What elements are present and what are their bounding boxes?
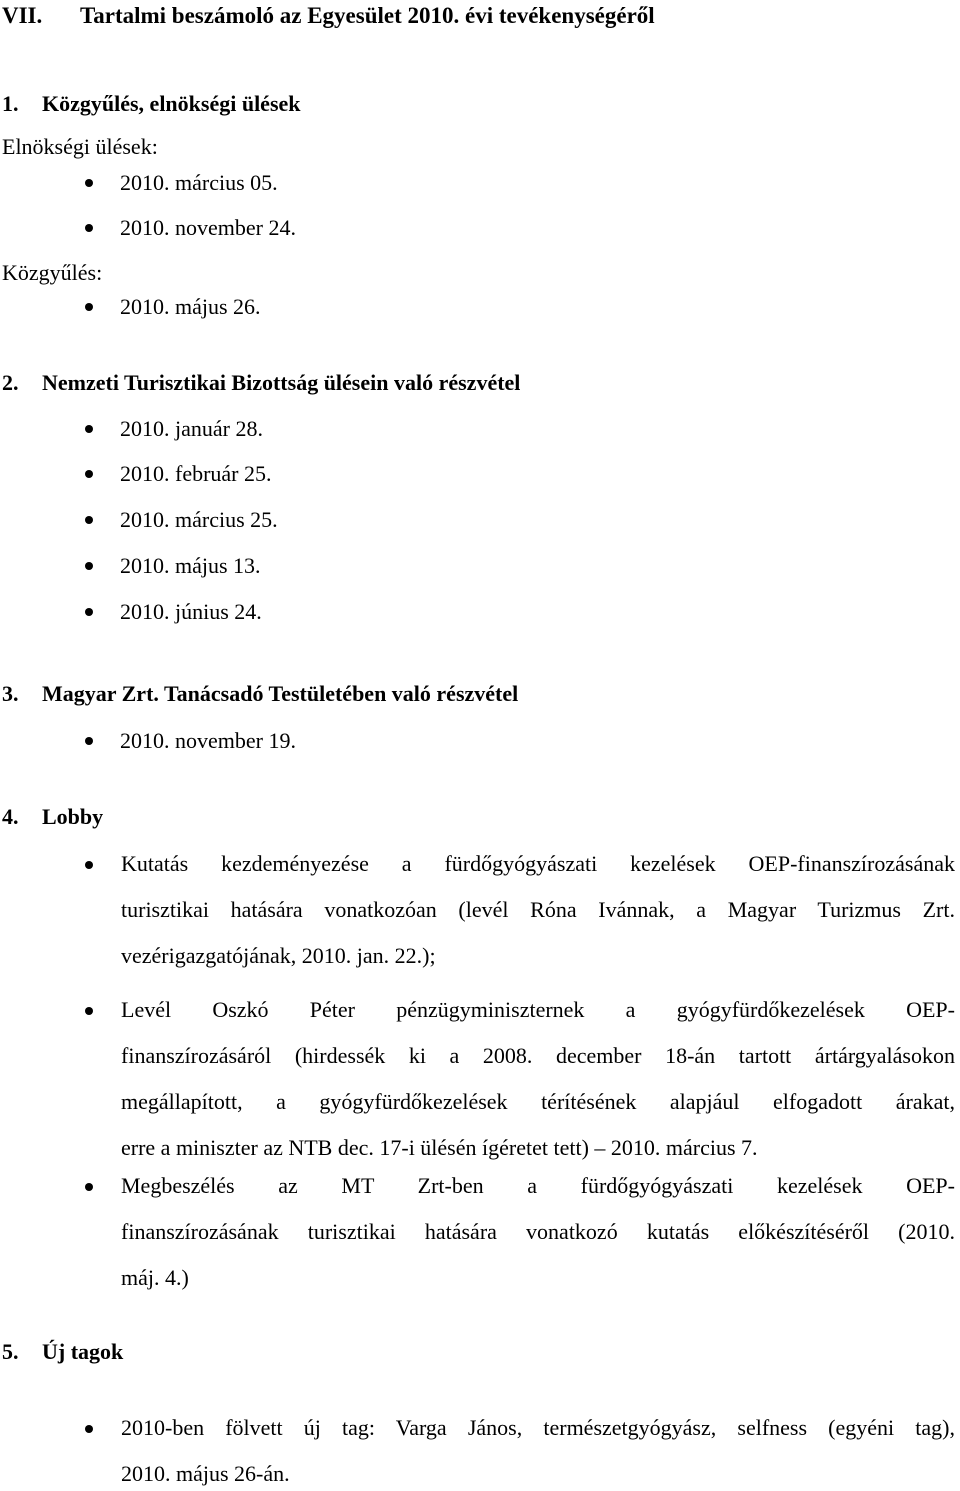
- paragraph-line: Levél Oszkó Péter pénzügyminiszternek a gyógyfürdőkezelések OEP-: [121, 997, 955, 1022]
- bullet-icon: [85, 737, 93, 745]
- list-item: 2010. február 25.: [120, 461, 272, 486]
- board-meetings-label: Elnökségi ülések:: [2, 134, 158, 159]
- s1-number: 1.: [2, 91, 19, 116]
- s1-title: Közgyűlés, elnökségi ülések: [42, 91, 301, 116]
- bullet-icon: [85, 1007, 93, 1015]
- bullet-icon: [85, 425, 93, 433]
- paragraph-line: 2010. május 26-án.: [121, 1461, 290, 1486]
- section-number: VII.: [2, 3, 43, 28]
- s3-title: Magyar Zrt. Tanácsadó Testületében való részvétel: [42, 681, 519, 706]
- section-title: Tartalmi beszámoló az Egyesület 2010. évi tevékenységéről: [80, 3, 655, 28]
- list-item: 2010. május 13.: [120, 553, 261, 578]
- paragraph-line: finanszírozásának turisztikai hatására vonatkozó kutatás előkészítéséről (2010.: [121, 1219, 955, 1244]
- s5-title: Új tagok: [42, 1339, 124, 1364]
- assembly-label: Közgyűlés:: [2, 260, 103, 285]
- s4-number: 4.: [2, 804, 19, 829]
- bullet-icon: [85, 516, 93, 524]
- bullet-icon: [85, 1425, 93, 1433]
- list-item: 2010. március 25.: [120, 507, 278, 532]
- paragraph-line: megállapított, a gyógyfürdőkezelések térítésének alapjául elfogadott árakat,: [121, 1089, 955, 1114]
- bullet-icon: [85, 1183, 93, 1191]
- paragraph-line: máj. 4.): [121, 1265, 189, 1290]
- s4-title: Lobby: [42, 804, 104, 829]
- bullet-icon: [85, 861, 93, 869]
- list-item: 2010. március 05.: [120, 170, 278, 195]
- bullet-icon: [85, 470, 93, 478]
- paragraph-line: erre a miniszter az NTB dec. 17-i ülésén ígéretet tett) – 2010. március 7.: [121, 1135, 758, 1160]
- bullet-icon: [85, 303, 93, 311]
- s5-number: 5.: [2, 1339, 19, 1364]
- list-item: 2010. november 19.: [120, 728, 296, 753]
- list-item: 2010. június 24.: [120, 599, 262, 624]
- paragraph-line: 2010-ben fölvett új tag: Varga János, természetgyógyász, selfness (egyéni tag),: [121, 1415, 955, 1440]
- paragraph-line: vezérigazgatójának, 2010. jan. 22.);: [121, 943, 436, 968]
- s3-number: 3.: [2, 681, 19, 706]
- paragraph-line: finanszírozásáról (hirdessék ki a 2008. december 18-án tartott ártárgyalásokon: [121, 1043, 955, 1068]
- paragraph-line: Kutatás kezdeményezése a fürdőgyógyászati kezelések OEP-finanszírozásának: [121, 851, 955, 876]
- list-item: 2010. november 24.: [120, 215, 296, 240]
- bullet-icon: [85, 608, 93, 616]
- paragraph-line: Megbeszélés az MT Zrt-ben a fürdőgyógyászati kezelések OEP-: [121, 1173, 955, 1198]
- paragraph-line: turisztikai hatására vonatkozóan (levél Róna Ivánnak, a Magyar Turizmus Zrt.: [121, 897, 955, 922]
- s2-title: Nemzeti Turisztikai Bizottság ülésein való részvétel: [42, 370, 521, 395]
- bullet-icon: [85, 224, 93, 232]
- list-item: 2010. május 26.: [120, 294, 261, 319]
- bullet-icon: [85, 562, 93, 570]
- bullet-icon: [85, 179, 93, 187]
- list-item: 2010. január 28.: [120, 416, 263, 441]
- s2-number: 2.: [2, 370, 19, 395]
